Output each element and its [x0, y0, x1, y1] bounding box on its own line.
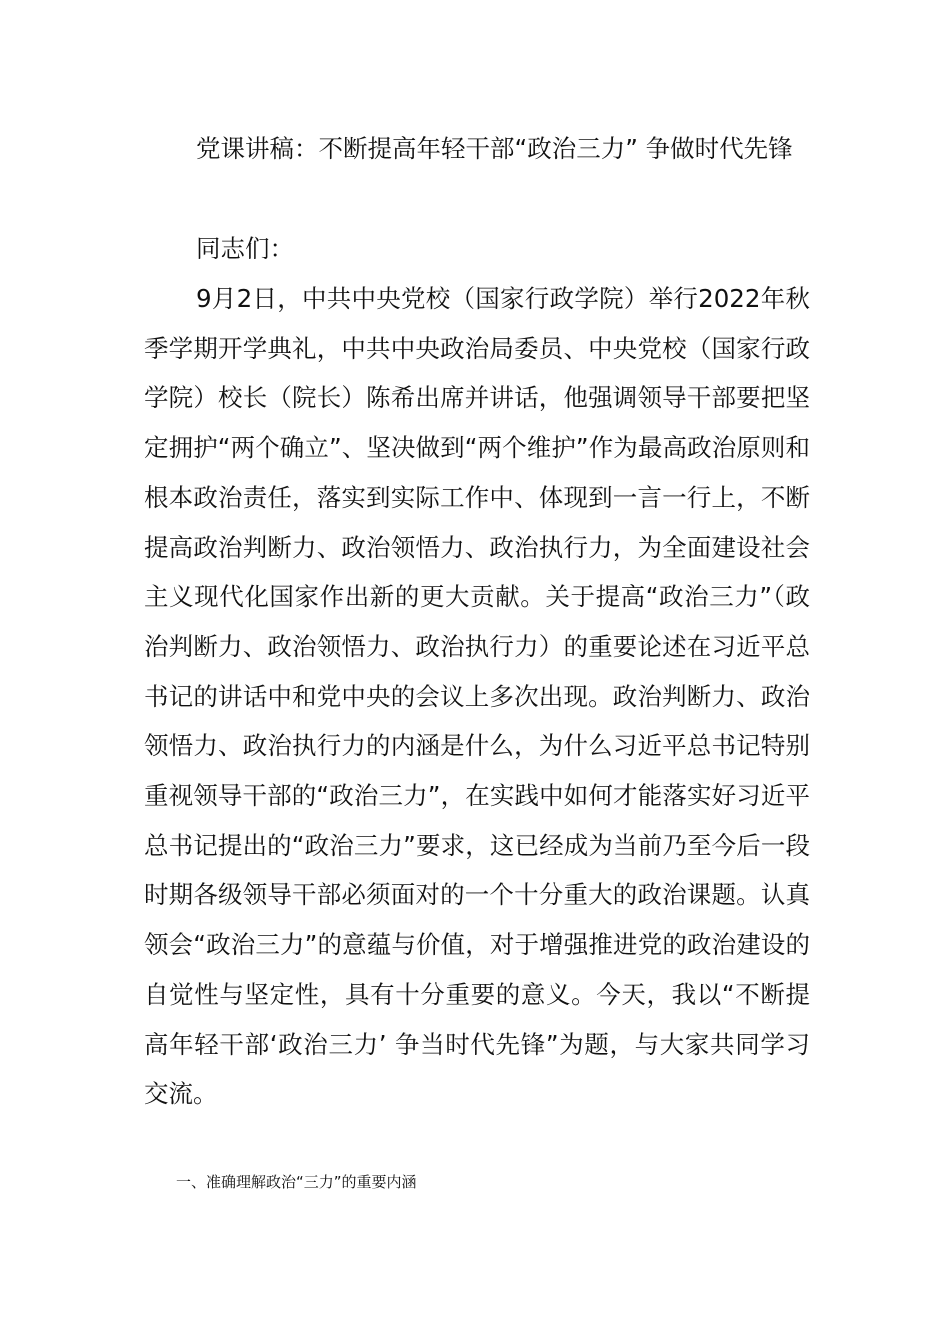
section-heading: 一、准确理解政治“三力”的重要内涵 [176, 1173, 417, 1191]
body-paragraph: 9月2日，中共中央党校（国家行政学院）举行2022年秋季学期开学典礼，中共中央政治局委员、中央党校（国家行政学院）校长（院长）陈希出席并讲话，他强调领导干部要把坚定拥护“两个确立”、坚决做到“两个维护”作为最高政治原则和根本政治责任，落实到实际工作中、体现到一言一行上，不断提高政治判断力、政治领悟力、政治执行力，为全面建设社会主义现代化国家作出新的更大贡献。关于提高“政治三力”（政治判断力、政治领悟力、政治执行力）的重要论述在习近平总书记的讲话中和党中央的会议上多次出现。政治判断力、政治领悟力、政治执行力的内涵是什么，为什么习近平总书记特别重视领导干部的“政治三力”，在实践中如何才能落实好习近平总书记提出的“政治三力”要求，这已经成为当前乃至今后一段时期各级领导干部必须面对的一个十分重大的政治课题。认真领会“政治三力”的意蕴与价值，对于增强推进党的政治建设的自觉性与坚定性，具有十分重要的意义。今天，我以“不断提高年轻干部‘政治三力’ 争当时代先锋”为题，与大家共同学习交流。 [144, 284, 810, 1109]
document-title: 党课讲稿：不断提高年轻干部“政治三力” 争做时代先锋 [196, 134, 793, 163]
salutation: 同志们： [196, 234, 294, 263]
